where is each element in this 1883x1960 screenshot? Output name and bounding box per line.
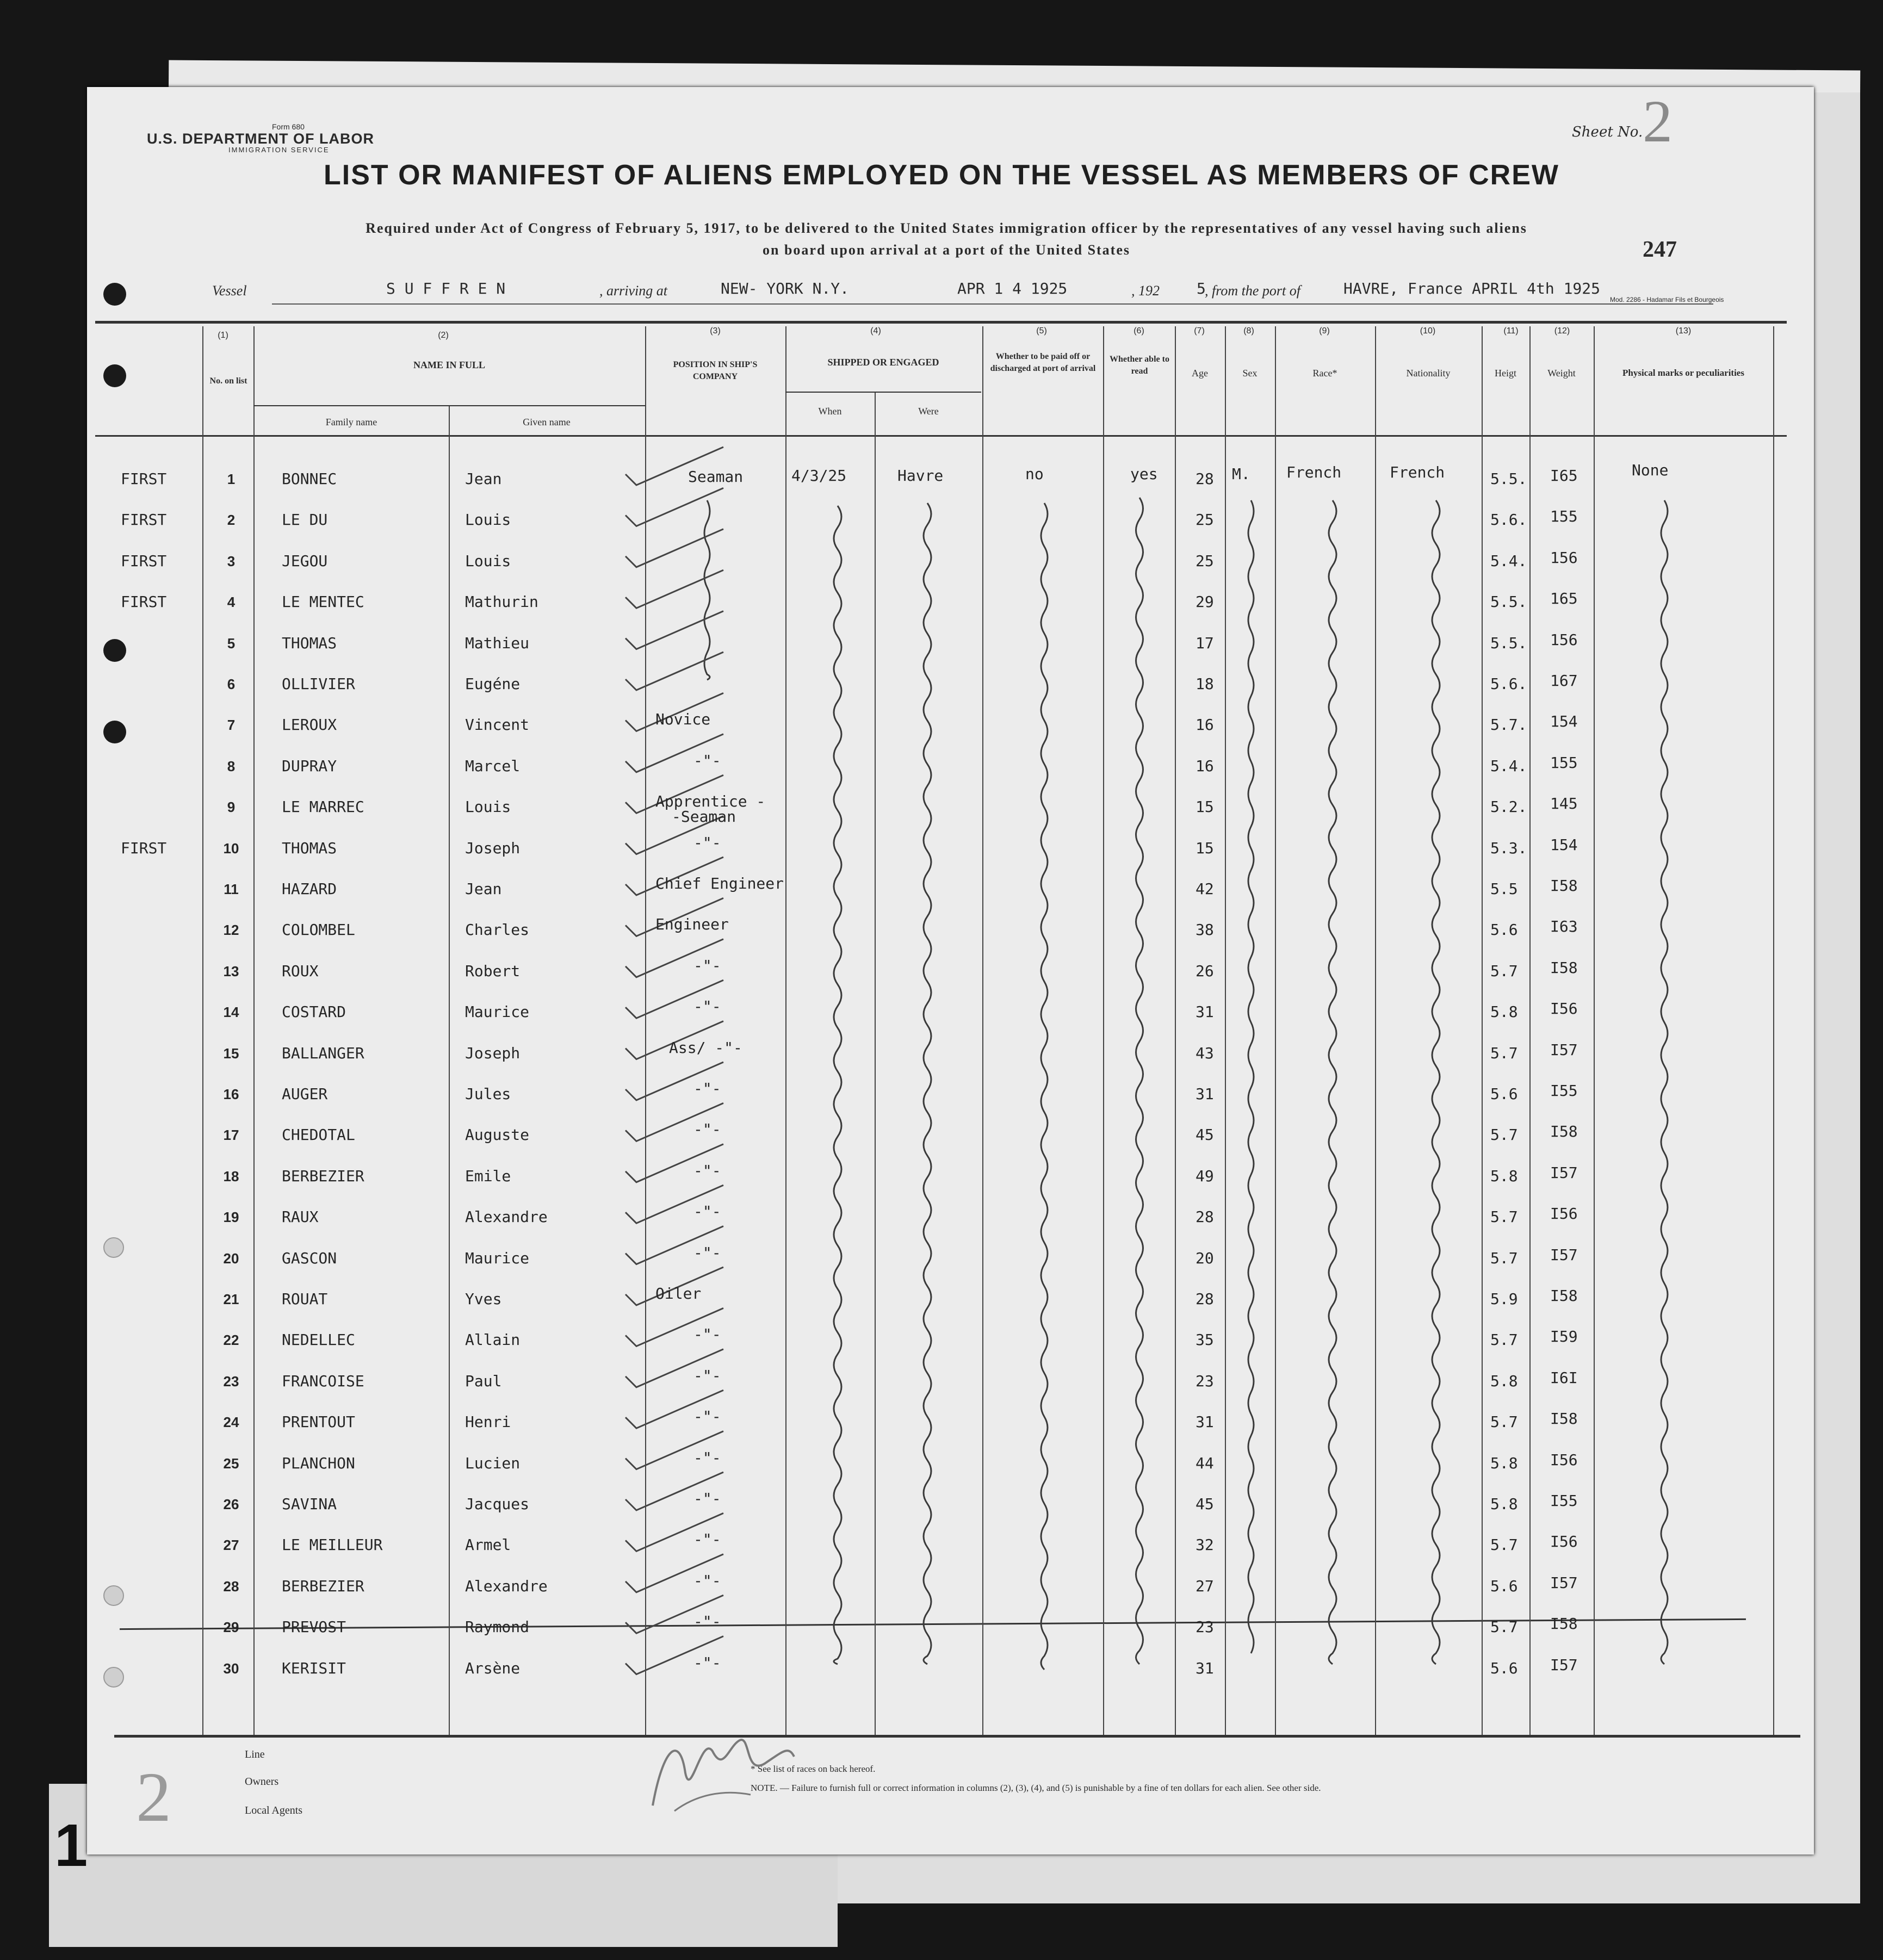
age: 44 <box>1196 1454 1214 1472</box>
weight: I65 <box>1550 467 1578 485</box>
ditto-squiggle <box>924 503 931 1664</box>
subtitle-line-2: on board upon arrival at a port of the United States <box>762 242 1130 258</box>
footer-line-label: Line <box>245 1748 265 1760</box>
weight: 167 <box>1550 672 1578 690</box>
given-name: Yves <box>465 1290 502 1308</box>
family-name: LEROUX <box>282 716 337 734</box>
weight: I63 <box>1550 917 1578 936</box>
position: -"- <box>693 1571 721 1590</box>
family-name: COLOMBEL <box>282 921 355 939</box>
subtitle-line-1: Required under Act of Congress of February 5, 1917, to be delivered to the United States immigration officer by the representatives of any vessel having such aliens <box>366 220 1527 236</box>
col-head-sex: Sex <box>1242 368 1258 379</box>
arrival-port: NEW- YORK N.Y. <box>721 280 850 297</box>
family-name: DUPRAY <box>282 756 337 775</box>
ditto-squiggle <box>1432 500 1440 1664</box>
weight: I56 <box>1550 1450 1578 1469</box>
weight: 165 <box>1550 590 1578 608</box>
weight: 145 <box>1550 795 1578 813</box>
family-name: LE MARREC <box>282 798 364 816</box>
given-name: Marcel <box>465 756 521 775</box>
family-name: FRANCOISE <box>282 1372 364 1390</box>
printer-mark: Mod. 2286 - Hadamar Fils et Bourgeois <box>1610 296 1724 303</box>
age: 23 <box>1196 1372 1214 1390</box>
height: 5.6 <box>1490 921 1518 939</box>
given-name: Henri <box>465 1413 511 1431</box>
position: Novice <box>655 710 711 729</box>
height: 5.2. <box>1490 798 1527 816</box>
check-mark <box>625 447 723 485</box>
position: -"- <box>693 1202 721 1221</box>
weight: 154 <box>1550 835 1578 854</box>
ditto-squiggle <box>834 506 841 1664</box>
col-head-when: When <box>818 406 842 417</box>
col-num-10: (10) <box>1420 326 1436 336</box>
height: 5.8 <box>1490 1454 1518 1472</box>
col-num-4: (4) <box>870 326 881 336</box>
height: 5.8 <box>1490 1003 1518 1021</box>
given-name: Charles <box>465 921 530 939</box>
family-name: AUGER <box>282 1085 328 1103</box>
family-name: PRENTOUT <box>282 1413 355 1431</box>
height: 5.7 <box>1490 1126 1518 1144</box>
footnote-races: * See list of races on back hereof. <box>751 1764 876 1774</box>
height: 5.6 <box>1490 1577 1518 1595</box>
weight: I58 <box>1550 1615 1578 1633</box>
col-head-where: Were <box>918 406 939 417</box>
col-num-1: (1) <box>218 331 228 340</box>
position: Apprentice - <box>655 792 766 811</box>
col-head-weight: Weight <box>1547 368 1576 379</box>
position: -"- <box>693 1448 721 1467</box>
family-name: THOMAS <box>282 839 337 857</box>
height: 5.4. <box>1490 551 1527 570</box>
row-number: 23 <box>223 1373 239 1390</box>
form-number: Form 680 <box>272 122 305 131</box>
position: -"- <box>693 1653 721 1672</box>
age: 16 <box>1196 756 1214 775</box>
col-head-shipped: SHIPPED OR ENGAGED <box>827 357 939 368</box>
department-name: U.S. DEPARTMENT OF LABOR <box>147 131 374 147</box>
weight: I56 <box>1550 1000 1578 1018</box>
age: 31 <box>1196 1413 1214 1431</box>
given-name: Jules <box>465 1085 511 1103</box>
row-number: 14 <box>223 1004 239 1021</box>
year-digit: 5 <box>1197 280 1206 297</box>
family-name: KERISIT <box>282 1659 346 1677</box>
vessel-label: Vessel <box>212 283 247 299</box>
row-annotation: FIRST <box>121 593 167 611</box>
position: Ass/ -"- <box>669 1038 742 1057</box>
given-name: Allain <box>465 1331 521 1349</box>
row-annotation: FIRST <box>121 470 167 488</box>
row-annotation: FIRST <box>121 511 167 529</box>
position-continued: -Seaman <box>672 808 736 826</box>
family-name: BERBEZIER <box>282 1167 364 1185</box>
age: 17 <box>1196 634 1214 652</box>
col-head-no: No. on list <box>209 376 247 386</box>
weight: I58 <box>1550 1410 1578 1428</box>
row-annotation: FIRST <box>121 839 167 857</box>
ditto-squiggle <box>704 500 710 680</box>
sex-row-1: M. <box>1232 465 1250 483</box>
given-name: Jean <box>465 880 502 898</box>
family-name: GASCON <box>282 1249 337 1267</box>
age: 29 <box>1196 593 1214 611</box>
row-number: 8 <box>227 758 236 774</box>
row-number: 12 <box>223 922 239 939</box>
given-name: Louis <box>465 511 511 529</box>
height: 5.6. <box>1490 675 1527 693</box>
col-head-given: Given name <box>523 417 571 427</box>
family-name: ROUX <box>282 962 319 980</box>
position: -"- <box>693 1120 721 1139</box>
col-num-8: (8) <box>1243 326 1254 336</box>
weight: I58 <box>1550 1287 1578 1305</box>
row-number: 15 <box>223 1045 239 1062</box>
position-row-1: Seaman <box>688 468 744 486</box>
height: 5.8 <box>1490 1167 1518 1185</box>
row-number: 24 <box>223 1414 239 1431</box>
row-number: 29 <box>223 1619 239 1636</box>
family-name: LE DU <box>282 511 328 529</box>
given-name: Lucien <box>465 1454 521 1472</box>
given-name: Auguste <box>465 1126 530 1144</box>
col-head-family: Family name <box>325 417 377 427</box>
height: 5.5. <box>1490 470 1527 488</box>
given-name: Vincent <box>465 716 530 734</box>
position: -"- <box>693 1161 721 1180</box>
weight: I58 <box>1550 877 1578 895</box>
family-name: BERBEZIER <box>282 1577 364 1595</box>
weight: I59 <box>1550 1328 1578 1346</box>
height: 5.7 <box>1490 1044 1518 1062</box>
sheet-number: 2 <box>1643 88 1673 154</box>
age: 20 <box>1196 1249 1214 1267</box>
family-name: RAUX <box>282 1208 319 1226</box>
height: 5.7 <box>1490 1536 1518 1554</box>
row-number: 21 <box>223 1291 239 1307</box>
position: -"- <box>693 997 721 1016</box>
page-mark: 2 <box>136 1758 171 1837</box>
col-num-12: (12) <box>1554 326 1570 336</box>
col-head-marks: Physical marks or peculiarities <box>1622 368 1744 378</box>
given-name: Eugéne <box>465 675 521 693</box>
stamp-number: 247 <box>1643 237 1677 262</box>
height: 5.7 <box>1490 1208 1518 1226</box>
from-label: , from the port of <box>1205 283 1300 299</box>
footnote-penalty: NOTE. — Failure to furnish full or correct information in columns (2), (3), (4), and (5) is punishable by a fine of ten dollars for each alien. See other side. <box>751 1783 1321 1793</box>
age: 35 <box>1196 1331 1214 1349</box>
col-head-race: Race* <box>1312 368 1337 379</box>
given-name: Emile <box>465 1167 511 1185</box>
age: 27 <box>1196 1577 1214 1595</box>
height: 5.5 <box>1490 880 1518 898</box>
family-name: CHEDOTAL <box>282 1126 355 1144</box>
col-num-5: (5) <box>1036 326 1047 336</box>
weight: I58 <box>1550 1122 1578 1141</box>
row-number: 22 <box>223 1332 239 1349</box>
col-num-13: (13) <box>1675 326 1692 336</box>
age: 15 <box>1196 798 1214 816</box>
given-name: Raymond <box>465 1618 530 1636</box>
row-number: 11 <box>224 881 239 897</box>
weight: I57 <box>1550 1655 1578 1674</box>
height: 5.7 <box>1490 962 1518 980</box>
family-name: PLANCHON <box>282 1454 355 1472</box>
age: 31 <box>1196 1003 1214 1021</box>
col-head-age: Age <box>1192 368 1208 379</box>
given-name: Joseph <box>465 1044 521 1062</box>
age: 16 <box>1196 716 1214 734</box>
row-number: 30 <box>223 1660 239 1677</box>
row-number: 17 <box>223 1127 239 1144</box>
family-name: PREVOST <box>282 1618 346 1636</box>
row-number: 18 <box>223 1168 239 1184</box>
nationality-row-1: French <box>1390 463 1445 481</box>
position: -"- <box>693 956 721 975</box>
row-number: 9 <box>227 799 236 816</box>
ditto-squiggle <box>1329 500 1336 1664</box>
row-number: 13 <box>223 963 239 979</box>
col-head-paid-off: Whether to be paid off or discharged at port of arrival <box>990 352 1096 373</box>
family-name: LE MENTEC <box>282 593 364 611</box>
age: 31 <box>1196 1659 1214 1677</box>
height: 5.7 <box>1490 1249 1518 1267</box>
signature <box>642 1713 805 1822</box>
given-name: Maurice <box>465 1003 530 1021</box>
given-name: Mathurin <box>465 593 538 611</box>
family-name: ROUAT <box>282 1290 328 1308</box>
col-num-3: (3) <box>710 326 721 336</box>
position: -"- <box>693 1080 721 1097</box>
weight: I56 <box>1550 1533 1578 1551</box>
weight: I57 <box>1550 1040 1578 1059</box>
check-mark <box>625 611 723 649</box>
given-name: Mathieu <box>465 634 530 652</box>
row-number: 20 <box>223 1250 239 1267</box>
family-name: OLLIVIER <box>282 675 355 693</box>
col-num-7: (7) <box>1194 326 1205 336</box>
row-number: 16 <box>223 1086 239 1102</box>
age: 28 <box>1196 1290 1214 1308</box>
when-row-1: 4/3/25 <box>791 467 847 485</box>
height: 5.6 <box>1490 1085 1518 1103</box>
footer-owners-label: Owners <box>245 1776 279 1788</box>
age: 31 <box>1196 1085 1214 1103</box>
given-name: Maurice <box>465 1249 530 1267</box>
ditto-squiggle <box>1661 500 1668 1664</box>
row-number: 28 <box>223 1578 239 1595</box>
race-row-1: French <box>1286 463 1342 481</box>
height: 5.7 <box>1490 1331 1518 1349</box>
col-head-position: POSITION IN SHIP'S COMPANY <box>673 360 758 381</box>
sheet-label: Sheet No. <box>1572 124 1643 140</box>
col-num-9: (9) <box>1319 326 1330 336</box>
row-number: 1 <box>227 471 236 487</box>
position: -"- <box>693 1407 721 1426</box>
position: Chief Engineer <box>655 874 784 892</box>
position: -"- <box>693 1325 721 1344</box>
paid-off-row-1: no <box>1025 465 1044 483</box>
height: 5.3. <box>1490 839 1527 857</box>
age: 28 <box>1196 1208 1214 1226</box>
position: -"- <box>693 833 721 852</box>
age: 45 <box>1196 1126 1214 1144</box>
position: -"- <box>693 1612 721 1631</box>
position: -"- <box>693 751 721 770</box>
row-number: 4 <box>227 594 236 611</box>
col-head-name: NAME IN FULL <box>413 359 485 370</box>
col-head-read: Whether able to read <box>1110 355 1169 376</box>
family-name: THOMAS <box>282 634 337 652</box>
left-page-mark: 1 <box>54 1812 88 1879</box>
row-number: 3 <box>227 553 236 569</box>
row-number: 25 <box>223 1455 239 1472</box>
weight: 156 <box>1550 630 1578 649</box>
age: 45 <box>1196 1495 1214 1513</box>
given-name: Jacques <box>465 1495 530 1513</box>
position: -"- <box>693 1366 721 1385</box>
row-number: 2 <box>227 512 236 529</box>
weight: I55 <box>1550 1492 1578 1510</box>
given-name: Alexandre <box>465 1577 548 1595</box>
col-head-nationality: Nationality <box>1406 368 1451 379</box>
age: 26 <box>1196 962 1214 980</box>
row-number: 7 <box>227 717 236 734</box>
check-mark <box>625 652 723 690</box>
ditto-squiggle <box>1041 503 1048 1670</box>
ditto-squiggle <box>1248 500 1254 1653</box>
height: 5.6. <box>1490 511 1527 529</box>
weight: I57 <box>1550 1573 1578 1592</box>
given-name: Louis <box>465 551 511 570</box>
age: 25 <box>1196 511 1214 529</box>
col-head-height: Heigt <box>1495 368 1516 379</box>
family-name: BONNEC <box>282 470 337 488</box>
col-num-11: (11) <box>1503 326 1519 336</box>
height: 5.7 <box>1490 1618 1518 1636</box>
col-num-2: (2) <box>438 331 449 340</box>
family-name: SAVINA <box>282 1495 337 1513</box>
page-title: LIST OR MANIFEST OF ALIENS EMPLOYED ON THE VESSEL AS MEMBERS OF CREW <box>324 159 1559 191</box>
family-name: NEDELLEC <box>282 1331 355 1349</box>
weight: I55 <box>1550 1082 1578 1100</box>
row-number: 26 <box>223 1496 239 1512</box>
height: 5.7. <box>1490 716 1527 734</box>
row-number: 6 <box>227 676 236 692</box>
row-annotation: FIRST <box>121 551 167 570</box>
height: 5.5. <box>1490 634 1527 652</box>
weight: 156 <box>1550 548 1578 567</box>
given-name: Louis <box>465 798 511 816</box>
age: 42 <box>1196 880 1214 898</box>
position: Engineer <box>655 915 729 934</box>
row-number: 10 <box>223 840 239 857</box>
height: 5.9 <box>1490 1290 1518 1308</box>
departure-port: HAVRE, France APRIL 4th 1925 <box>1343 280 1601 297</box>
ditto-squiggle <box>1136 498 1143 1664</box>
col-num-6: (6) <box>1133 326 1144 336</box>
marks-row-1: None <box>1632 461 1669 479</box>
height: 5.6 <box>1490 1659 1518 1677</box>
family-name: HAZARD <box>282 880 337 898</box>
weight: I58 <box>1550 958 1578 977</box>
position: -"- <box>693 1530 721 1549</box>
position: -"- <box>693 1490 721 1508</box>
service-name: IMMIGRATION SERVICE <box>228 146 330 154</box>
age: 32 <box>1196 1536 1214 1554</box>
age: 25 <box>1196 551 1214 570</box>
given-name: Joseph <box>465 839 521 857</box>
weight: 154 <box>1550 712 1578 731</box>
age: 23 <box>1196 1618 1214 1636</box>
family-name: JEGOU <box>282 551 328 570</box>
age: 49 <box>1196 1167 1214 1185</box>
vessel-name: S U F F R E N <box>386 280 506 297</box>
arriving-label: , arriving at <box>599 283 667 299</box>
where-row-1: Havre <box>897 467 944 485</box>
position: -"- <box>693 1243 721 1262</box>
given-name: Paul <box>465 1372 502 1390</box>
height: 5.7 <box>1490 1413 1518 1431</box>
family-name: COSTARD <box>282 1003 346 1021</box>
family-name: LE MEILLEUR <box>282 1536 383 1554</box>
age: 28 <box>1196 470 1214 488</box>
row-number: 27 <box>223 1537 239 1554</box>
read-row-1: yes <box>1130 465 1158 483</box>
given-name: Armel <box>465 1536 511 1554</box>
arrival-date: APR 1 4 1925 <box>957 280 1068 297</box>
row-number: 19 <box>223 1209 239 1226</box>
footer-agents-label: Local Agents <box>245 1804 303 1816</box>
weight: 155 <box>1550 507 1578 526</box>
given-name: Alexandre <box>465 1208 548 1226</box>
height: 5.8 <box>1490 1372 1518 1390</box>
height: 5.4. <box>1490 756 1527 775</box>
weight: I6I <box>1550 1368 1578 1387</box>
age: 15 <box>1196 839 1214 857</box>
family-name: BALLANGER <box>282 1044 364 1062</box>
position: Oiler <box>655 1285 702 1302</box>
age: 38 <box>1196 921 1214 939</box>
weight: 155 <box>1550 753 1578 772</box>
given-name: Arsène <box>465 1659 521 1677</box>
weight: I56 <box>1550 1205 1578 1223</box>
row-number: 5 <box>227 635 236 652</box>
given-name: Jean <box>465 470 502 488</box>
age: 18 <box>1196 675 1214 693</box>
height: 5.5. <box>1490 593 1527 611</box>
given-name: Robert <box>465 962 521 980</box>
weight: I57 <box>1550 1163 1578 1182</box>
height: 5.8 <box>1490 1495 1518 1513</box>
year-label: , 192 <box>1131 283 1160 299</box>
weight: I57 <box>1550 1245 1578 1264</box>
age: 43 <box>1196 1044 1214 1062</box>
